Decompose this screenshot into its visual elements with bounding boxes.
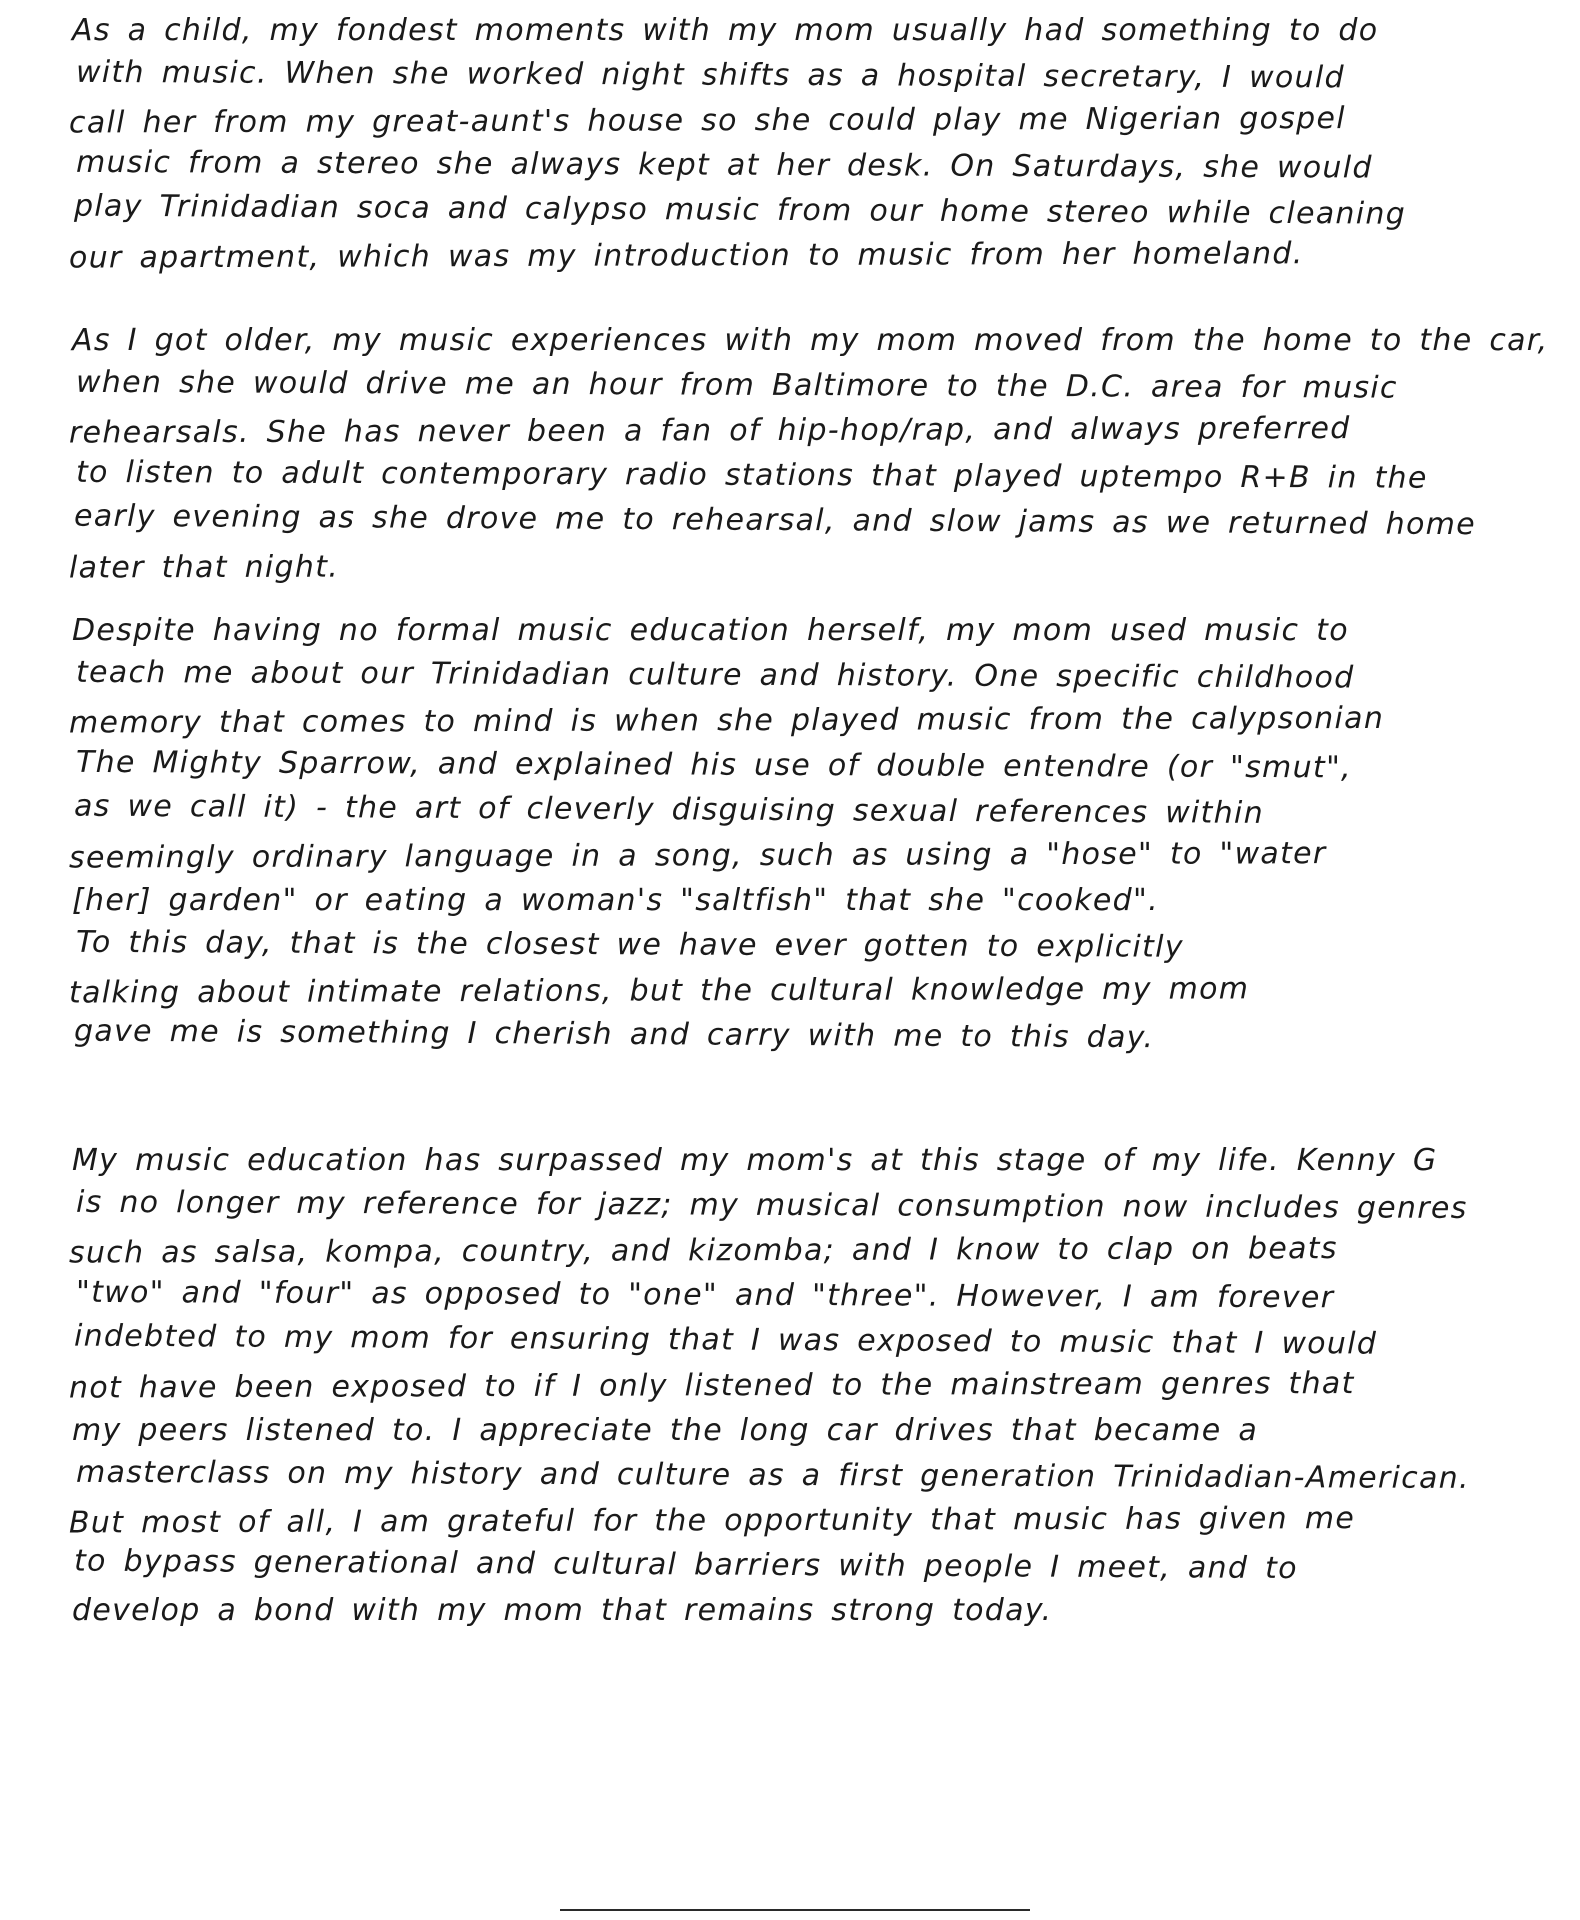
text-line: my peers listened to. I appreciate the long car drives that became a: [72, 1413, 1259, 1448]
text-line: with music. When she worked night shifts as a hospital secretary, I would: [75, 54, 1345, 96]
text-line: to listen to adult contemporary radio stations that played uptempo R+B in the: [75, 454, 1428, 496]
paragraph-car-rides: [68, 318, 1549, 588]
text-line: To this day, that is the closest we have ever gotten to explicitly: [75, 924, 1184, 965]
text-line: music from a stereo she always kept at her desk. On Saturdays, she would: [75, 144, 1373, 186]
text-line: gave me is something I cherish and carry with me to this day.: [73, 1013, 1155, 1056]
text-line: As a child, my fondest moments with my mom usually had something to do: [72, 13, 1379, 48]
text-line: memory that comes to mind is when she played music from the calypsonian: [68, 700, 1385, 741]
text-line: teach me about our Trinidadian culture and history. One specific childhood: [75, 654, 1355, 696]
text-line: seemingly ordinary language in a song, such as using a "hose" to "water: [68, 836, 1327, 876]
text-line: But most of all, I am grateful for the opportunity that music has given me: [68, 1501, 1356, 1541]
text-line: play Trinidadian soca and calypso music from our home stereo while cleaning: [73, 188, 1407, 232]
text-line: The Mighty Sparrow, and explained his use of double entendre (or "smut",: [75, 744, 1353, 786]
text-line: indebted to my mom for ensuring that I was exposed to music that I would: [73, 1318, 1378, 1362]
page-edge-rule: [560, 1909, 1030, 1911]
text-line: rehearsals. She has never been a fan of hip-hop/rap, and always preferred: [68, 411, 1351, 451]
paragraph-culture-history: [68, 608, 1512, 1058]
text-line: later that night.: [68, 549, 340, 586]
text-line: not have been exposed to if I only listened to the mainstream genres that: [68, 1366, 1355, 1406]
text-line: our apartment, which was my introduction to music from her homeland.: [68, 236, 1304, 276]
text-line: call her from my great-aunt's house so she could play me Nigerian gospel: [68, 101, 1346, 141]
text-line: talking about intimate relations, but the cultural knowledge my mom: [68, 971, 1250, 1011]
text-line: early evening as she drove me to rehearsal, and slow jams as we returned home: [73, 498, 1477, 543]
text-line: is no longer my reference for jazz; my musical consumption now includes genres: [75, 1184, 1468, 1226]
text-line: [her] garden" or eating a woman's "saltfish" that she "cooked".: [72, 883, 1159, 918]
text-line: masterclass on my history and culture as a first generation Trinidadian-American.: [75, 1454, 1470, 1496]
paragraph-childhood: [68, 8, 1512, 278]
paragraph-music-education: [68, 1138, 1512, 1633]
text-line: My music education has surpassed my mom's at this stage of my life. Kenny G: [72, 1143, 1438, 1178]
text-line: "two" and "four" as opposed to "one" and "three". However, I am forever: [75, 1274, 1335, 1316]
text-line: as we call it) - the art of cleverly disguising sexual references within: [73, 788, 1265, 831]
text-line: As I got older, my music experiences with my mom moved from the home to the car,: [72, 323, 1549, 358]
text-line: when she would drive me an hour from Baltimore to the D.C. area for music: [75, 364, 1398, 406]
text-line: Despite having no formal music education herself, my mom used music to: [72, 613, 1349, 648]
text-line: to bypass generational and cultural barriers with people I meet, and to: [73, 1543, 1298, 1587]
text-line: develop a bond with my mom that remains strong today.: [72, 1593, 1053, 1628]
text-line: such as salsa, kompa, country, and kizomba; and I know to clap on beats: [68, 1231, 1338, 1271]
